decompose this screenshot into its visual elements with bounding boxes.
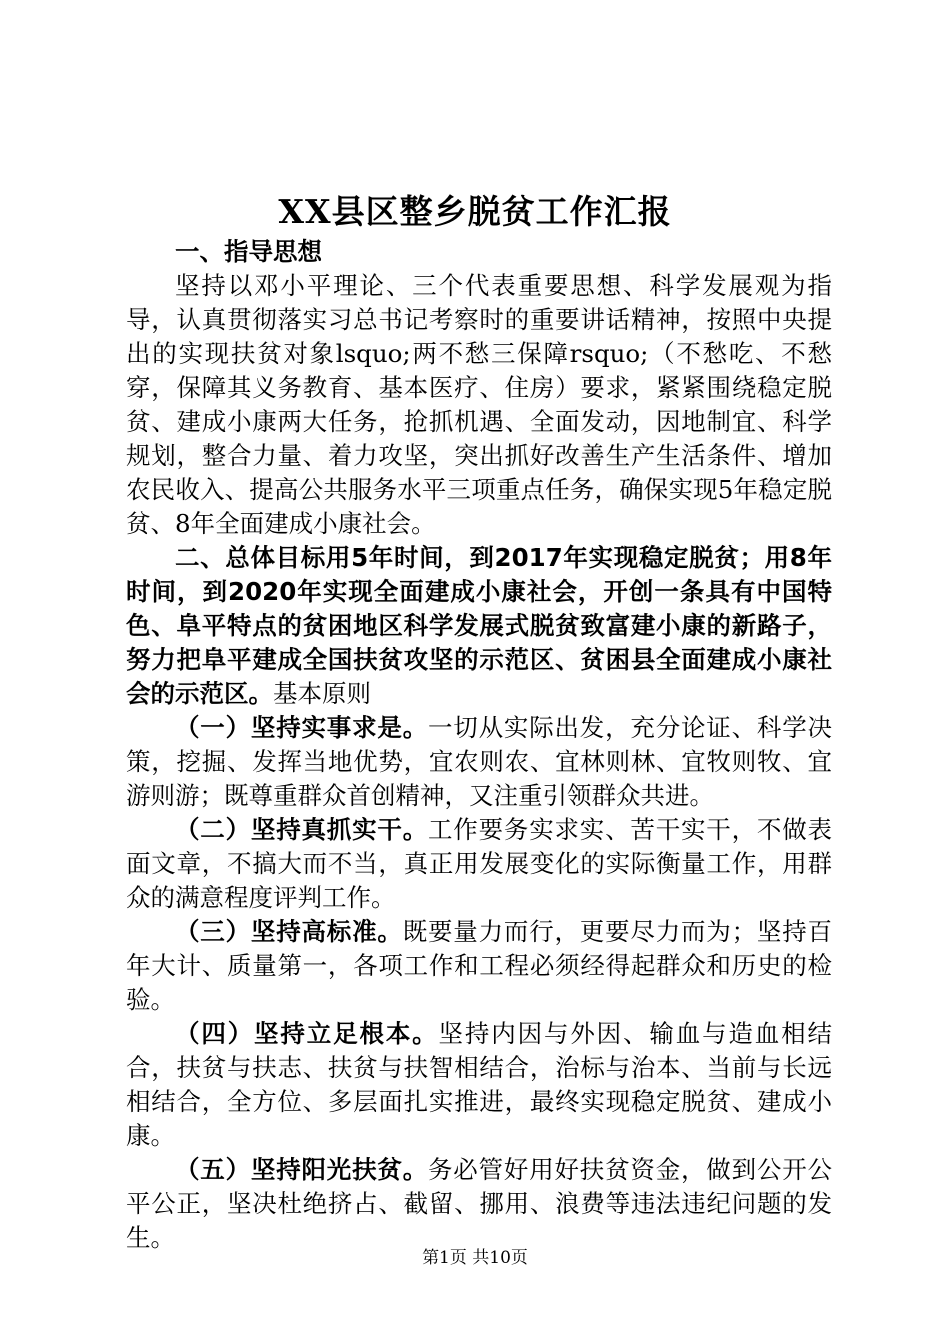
principle-1-body: 一切从实际出发，充分论证、科学决策，挖掘、发挥当地优势，宜农则农、宜林则林、宜牧则牧、宜游则游；既尊重群众首创精神，又注重引领群众共进。 bbox=[126, 713, 832, 810]
document-body bbox=[126, 235, 832, 1255]
principle-3-body: 既要量力而行，更要尽力而为；坚持百年大计、质量第一，各项工作和工程必须经得起群众和历史的检验。 bbox=[126, 917, 833, 1014]
section-2-principles-label: 基本原则 bbox=[273, 679, 371, 708]
page-footer: 第1页 共10页 bbox=[422, 1248, 528, 1268]
section-1-heading bbox=[126, 235, 832, 269]
principle-1-paragraph bbox=[126, 711, 832, 813]
principle-4-heading: （四）坚持立足根本。 bbox=[175, 1019, 439, 1048]
section-1-heading-text: 一、指导思想 bbox=[175, 237, 322, 266]
principle-4-paragraph bbox=[126, 1017, 832, 1153]
principle-4-body: 坚持内因与外因、输血与造血相结合，扶贫与扶志、扶贫与扶智相结合，治标与治本、当前与长远相结合，全方位、多层面扎实推进，最终实现稳定脱贫、建成小康。 bbox=[126, 1019, 833, 1150]
section-2-paragraph bbox=[126, 541, 832, 711]
principle-5-body: 务必管好用好扶贫资金，做到公开公平公正，坚决杜绝挤占、截留、挪用、浪费等违法违纪问题的发生。 bbox=[126, 1155, 832, 1252]
principle-1-heading: （一）坚持实事求是。 bbox=[175, 713, 428, 742]
principle-3-heading: （三）坚持高标准。 bbox=[175, 917, 403, 946]
section-2-goal-text: 二、总体目标用5年时间，到2017年实现稳定脱贫；用8年时间，到2020年实现全面建成小康社会，开创一条具有中国特色、阜平特点的贫困地区科学发展式脱贫致富建小康的新路子，努力把阜平建成全国扶贫攻坚的示范区、贫困县全面建成小康社会的示范区。 bbox=[126, 543, 832, 708]
section-1-paragraph: 坚持以邓小平理论、三个代表重要思想、科学发展观为指导，认真贯彻落实习总书记考察时的重要讲话精神，按照中央提出的实现扶贫对象lsquo;两不愁三保障rsquo;（不愁吃、不愁穿，保障其义务教育、基本医疗、住房）要求，紧紧围绕稳定脱贫、建成小康两大任务，抢抓机遇、全面发动，因地制宜、科学规划，整合力量、着力攻坚，突出抓好改善生产生活条件、增加农民收入、提高公共服务水平三项重点任务，确保实现5年稳定脱贫、8年全面建成小康社会。 bbox=[126, 271, 832, 538]
principle-5-paragraph bbox=[126, 1153, 832, 1255]
principle-2-body: 工作要务实求实、苦干实干，不做表面文章，不搞大而不当，真正用发展变化的实际衡量工作，用群众的满意程度评判工作。 bbox=[126, 815, 832, 912]
principle-5-heading: （五）坚持阳光扶贫。 bbox=[175, 1155, 428, 1184]
principle-3-paragraph bbox=[126, 915, 832, 1017]
principle-2-paragraph bbox=[126, 813, 832, 915]
document-title: XX县区整乡脱贫工作汇报 bbox=[278, 192, 672, 231]
principle-2-heading: （二）坚持真抓实干。 bbox=[175, 815, 428, 844]
